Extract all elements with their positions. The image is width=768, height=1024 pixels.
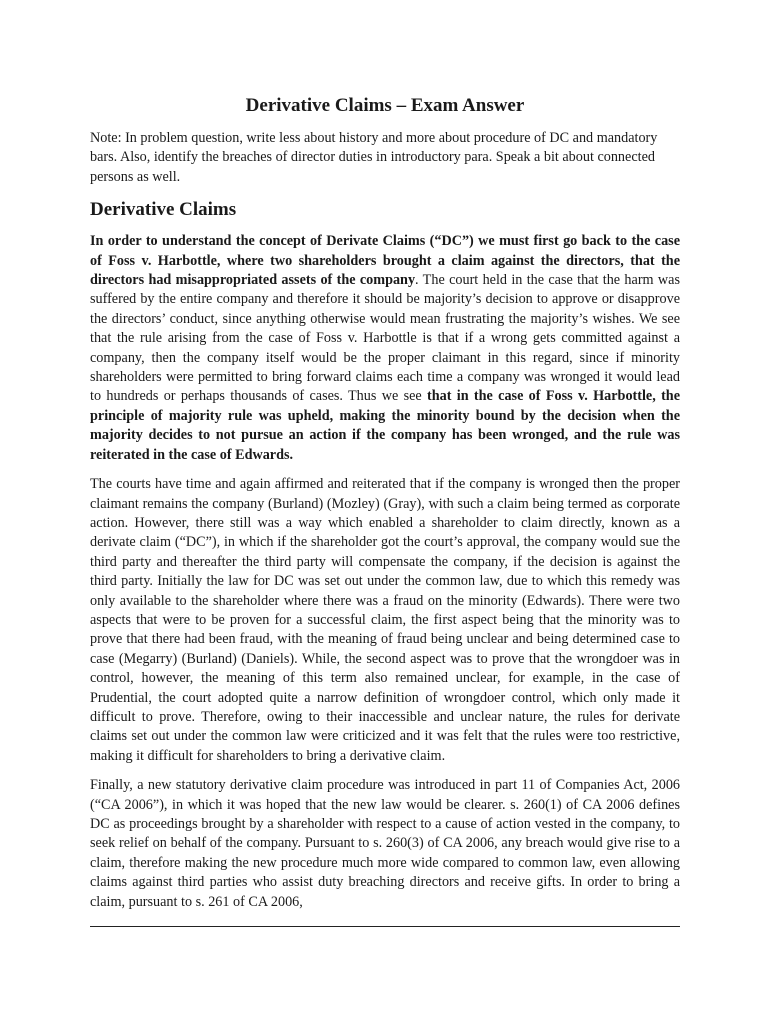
paragraph-1-body: . The court held in the case that the harm was suffered by the entire company and therefore it should be majority’s decision to approve or disapprove the directors’ conduct, since anything otherwise would mean frustrating the majority’s wishes. We see that the rule arising from the case of Foss v. Harbottle is that if a wrong gets committed against a company, then the company itself would be the proper claimant in this regard, since if minority shareholders were permitted to bring forward claims each time a company was wronged it would lead to hundreds or perhaps thousands of cases. Thus we see — [90, 272, 680, 405]
paragraph-1-bold-end: that in the case of Foss v. Harbottle, the principle of majority rule was upheld, making the minority bound by the decision when the majority decides to not pursue an action if the company has been wronged, and the rule was reiterated in the case of Edwards. — [90, 388, 680, 463]
paragraph-2: The courts have time and again affirmed and reiterated that if the company is wronged then the proper claimant remains the company (Burland) (Mozley) (Gray), with such a claim being termed as corporate action. However, there still was a way which enabled a shareholder to claim directly, known as a derivate claim (“DC”), in which if the shareholder got the court’s approval, the company would sue the third party and thereafter the third party will compensate the company, if the decision is against the third party. Initially the law for DC was set out under the common law, due to which this remedy was only available to the shareholder where there was a fraud on the minority (Edwards). There were two aspects that were to be proven for a successful claim, the first aspect being that the minority was to prove that there had been fraud, with the meaning of fraud being unclear and being determined case to case (Megarry) (Burland) (Daniels). While, the second aspect was to prove that the wrongdoer was in control, however, the meaning of this term also remained unclear, for example, in the case of Prudential, the court adopted quite a narrow definition of wrongdoer control, which only made it difficult to prove. Therefore, owing to their inaccessible and unclear nature, the rules for derivate claims set out under the common law were criticized and it was felt that the rules were too restrictive, making it difficult for shareholders to bring a derivative claim. — [90, 476, 680, 764]
paragraph-3: Finally, a new statutory derivative claim procedure was introduced in part 11 of Companies Act, 2006 (“CA 2006”), in which it was hoped that the new law would be clearer. s. 260(1) of CA 2006 defines DC as proceedings brought by a shareholder with respect to a cause of action vested in the company, to seek relief on behalf of the company. Pursuant to s. 260(3) of CA 2006, any breach would give rise to a claim, therefore making the new procedure much more wide compared to common law, even allowing claims against third parties who assist duty breaching directors and receive gifts. In order to bring a claim, pursuant to s. 261 of CA 2006, — [90, 777, 680, 910]
page-bottom-rule — [90, 926, 680, 927]
paragraph-1 — [90, 232, 680, 465]
note-paragraph: Note: In problem question, write less about history and more about procedure of DC and mandatory bars. Also, identify the breaches of director duties in introductory para. Speak a bit about connected persons as well. — [90, 130, 658, 185]
section-heading: Derivative Claims — [90, 199, 237, 221]
document-title: Derivative Claims – Exam Answer — [245, 95, 525, 116]
paragraph-1-bold-lead: In order to understand the concept of Derivate Claims (“DC”) we must first go back to the case of Foss v. Harbottle, where two shareholders brought a claim against the directors, that the directors had misappropriated assets of the company — [90, 233, 680, 289]
